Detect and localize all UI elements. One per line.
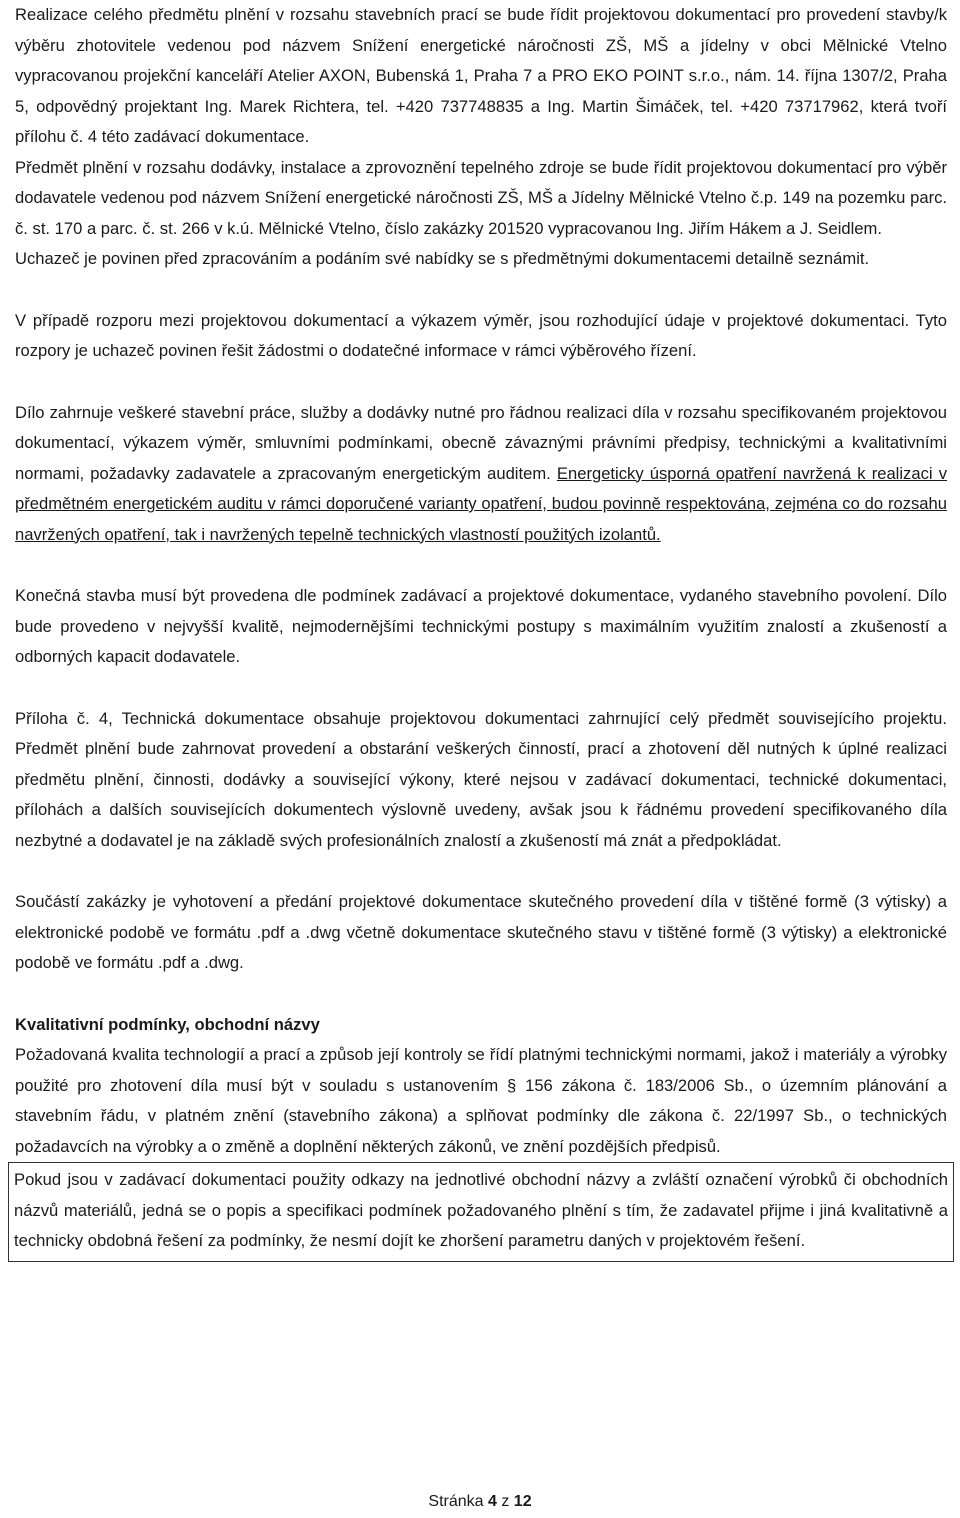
- section-heading-quality: Kvalitativní podmínky, obchodní názvy: [15, 1014, 320, 1034]
- paragraph-quality-requirements: Požadovaná kvalita technologií a prací a způsob její kontroly se řídí platnými technickými normami, jakož i materiály a výrobky použité pro zhotovení díla musí být v souladu s ustanovením § 156 zákona č. 183/2006 Sb., o územním plánování a stavebním řádu, v platném znění (stavebního zákona) a splňovat podmínky dle zákona č. 22/1997 Sb., o technických požadavcích na výrobky a o změně a doplnění některých zákonů, ve znění pozdějších předpisů.: [15, 1045, 947, 1156]
- document-body: [15, 0, 947, 1262]
- paragraph-attachment-4: Příloha č. 4, Technická dokumentace obsahuje projektovou dokumentaci zahrnující celý předmět souvisejícího projektu. Předmět plnění bude zahrnovat provedení a obstarání veškerých činností, prací a zhotovení děl nutných k úplné realizaci předmětu plnění, činnosti, dodávky a související výkony, které nejsou v zadávací dokumentaci, technické dokumentaci, přílohách a dalších souvisejících dokumentech výslovně uvedeny, avšak jsou k řádnému provedení specifikovaného díla nezbytné a dodavatel je na základě svých profesionálních znalostí a zkušeností má znát a předpokládat.: [15, 708, 947, 850]
- paragraph-scope-of-work: [15, 398, 947, 551]
- paragraph-as-built-docs: Součástí zakázky je vyhotovení a předání projektové dokumentace skutečného provedení díla v tištěné formě (3 výtisky) a elektronické podobě ve formátu .pdf a .dwg včetně dokumentace skutečného stavu v tištěné formě (3 výtisky) a elektronické podobě ve formátu .pdf a .dwg.: [15, 892, 947, 972]
- footer-page-number: 4: [487, 1493, 497, 1510]
- paragraph-heat-source: Předmět plnění v rozsahu dodávky, instalace a zprovoznění tepelného zdroje se bude řídit projektovou dokumentací pro výběr dodavatele vedenou pod názvem Snížení energetické náročnosti ZŠ, MŠ a Jídelny Mělnické Vtelno č.p. 149 na pozemku parc. č. st. 170 a parc. č. st. 266 v k.ú. Mělnické Vtelno, číslo zakázky 201520 vypracovanou Ing. Jiřím Hákem a J. Seidlem.: [15, 157, 947, 238]
- footer-separator: z: [501, 1493, 510, 1510]
- energy-measures-underlined: Energeticky úsporná opatření navržená k realizaci v předmětném energetickém auditu v rámci doporučené varianty opatření, budou povinně respektována, zejména co do rozsahu navržených opatření, tak i navržených tepelně technických vlastností použitých izolantů.: [15, 463, 947, 544]
- boxed-paragraph-trade-names: Pokud jsou v zadávací dokumentaci použity odkazy na jednotlivé obchodní názvy a zvláští označení výrobků či obchodních názvů materiálů, jedná se o popis a specifikaci podmínek požadovaného plnění s tím, že zadavatel přijme i jiná kvalitativně a technicky obdobná řešení za podmínky, že nesmí dojít ke zhoršení parametru daných v projektovém řešení.: [8, 1162, 954, 1262]
- scope-text: Dílo zahrnuje veškeré stavební práce, služby a dodávky nutné pro řádnou realizaci díla v rozsahu specifikovaném projektovou dokumentací, výkazem výměr, smluvními podmínkami, obecně závaznými právními předpisy, technickými a kvalitativními normami, požadavky zadavatele a zpracovaným energetickým auditem.: [15, 402, 947, 483]
- paragraph-project-documentation: Realizace celého předmětu plnění v rozsahu stavebních prací se bude řídit projektovou dokumentací pro provedení stavby/k výběru zhotovitele vedenou pod názvem Snížení energetické náročnosti ZŠ, MŠ a jídelny v obci Mělnické Vtelno vypracovanou projekční kanceláří Atelier AXON, Bubenská 1, Praha 7 a PRO EKO POINT s.r.o., nám. 14. října 1307/2, Praha 5, odpovědný projektant Ing. Marek Richtera, tel. +420 737748835 a Ing. Martin Šimáček, tel. +420 73717962, která tvoří přílohu č. 4 této zadávací dokumentace.: [15, 5, 947, 146]
- paragraph-final-construction: Konečná stavba musí být provedena dle podmínek zadávací a projektové dokumentace, vydaného stavebního povolení. Dílo bude provedeno v nejvyšší kvalitě, nejmodernějšími technickými postupy s maximálním využitím znalostí a zkušeností a odborných kapacit dodavatele.: [15, 586, 947, 666]
- paragraph-applicant-duty: Uchazeč je povinen před zpracováním a podáním své nabídky se s předmětnými dokumentacemi detailně seznámit.: [15, 249, 870, 268]
- footer-label: Stránka: [428, 1493, 484, 1510]
- page-footer: [0, 1493, 960, 1511]
- paragraph-discrepancy: V případě rozporu mezi projektovou dokumentací a výkazem výměr, jsou rozhodující údaje v projektové dokumentaci. Tyto rozpory je uchazeč povinen řešit žádostmi o dodatečné informace v rámci výběrového řízení.: [15, 310, 947, 360]
- footer-total-pages: 12: [513, 1493, 532, 1510]
